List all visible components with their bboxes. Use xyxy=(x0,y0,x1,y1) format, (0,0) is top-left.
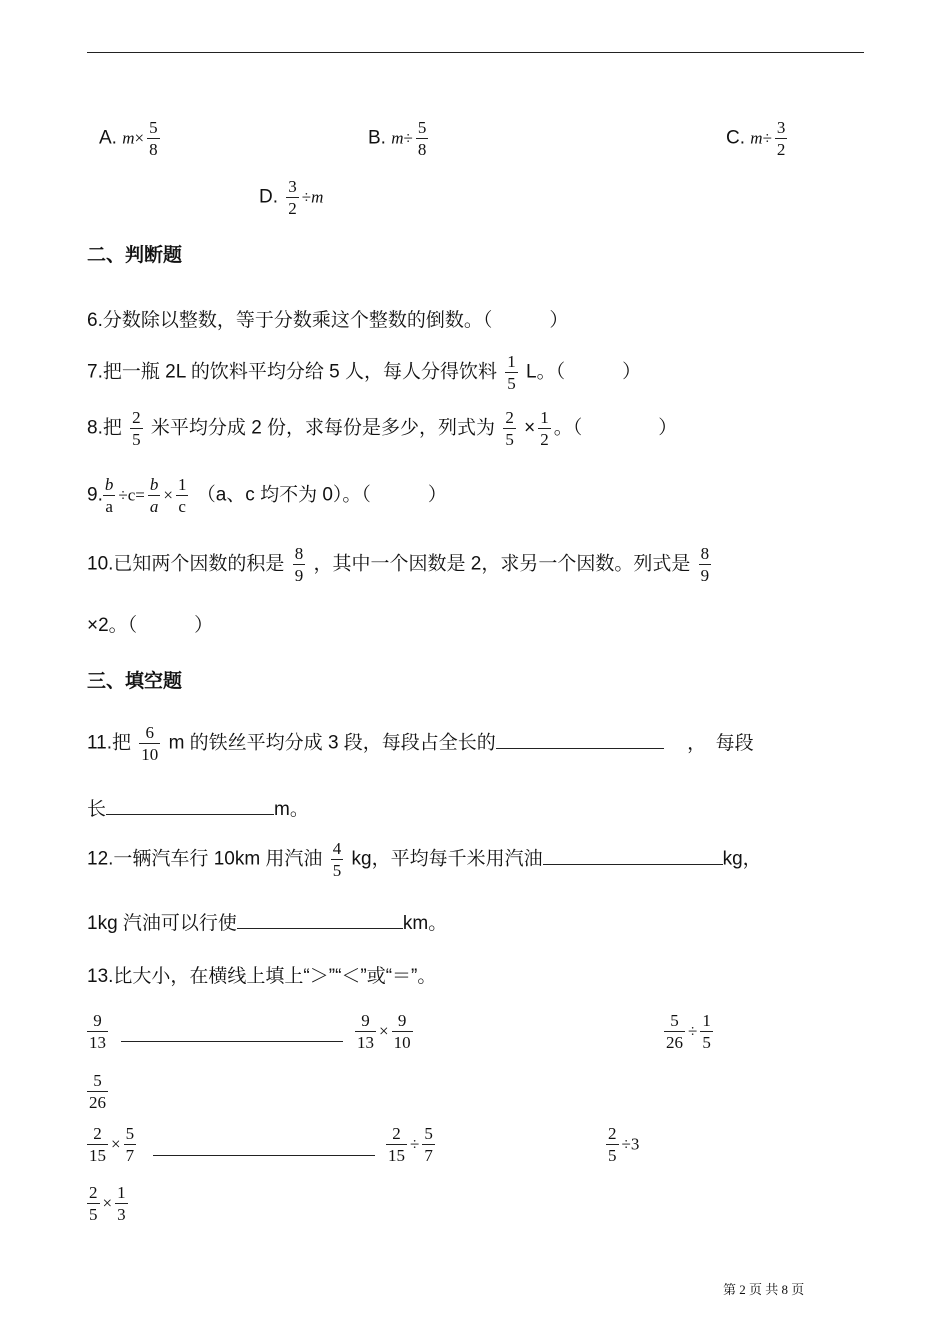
header-rule xyxy=(87,52,864,53)
fraction: $\frac{9}{13}$ xyxy=(89,1011,106,1052)
compare-2-right xyxy=(84,1071,111,1112)
question-6: 6.分数除以整数，等于分数乘这个整数的倒数。（ ） xyxy=(87,310,569,331)
fraction: $\frac{4}{5}$ xyxy=(332,839,342,880)
answer-blank-12b[interactable] xyxy=(237,908,403,929)
choice-d[interactable]: D. $\frac{3}{2}$ ÷m xyxy=(259,177,324,218)
question-11-line2: 长 m。 xyxy=(87,794,309,822)
fraction: $\frac{5}{8}$ xyxy=(149,118,158,159)
compare-3-left: $\frac{2}{15}$ × $\frac{5}{7}$ xyxy=(89,1124,135,1165)
fraction: $\frac{b}{a}$ xyxy=(149,475,159,516)
fraction: $\frac{1}{5}$ xyxy=(507,352,516,393)
section-title-fill-blank: 三、填空题 xyxy=(87,671,183,692)
fraction: $\frac{b}{a}$ xyxy=(104,475,114,516)
compare-4-left: $\frac{2}{5}$ ÷3 xyxy=(608,1124,640,1165)
question-12: 12.一辆汽车行 10km 用汽油 $\frac{4}{5}$ kg，平均每千米用汽油 kg， xyxy=(87,839,762,880)
fraction: $\frac{3}{2}$ xyxy=(288,177,297,218)
compare-1-right: $\frac{9}{13}$ × $\frac{9}{10}$ xyxy=(357,1011,411,1052)
fraction: $\frac{1}{3}$ xyxy=(117,1183,126,1224)
question-7: 7.把一瓶 2L 的饮料平均分给 5 人，每人分得饮料 $\frac{1}{5}$ L。（ ） xyxy=(87,352,642,393)
fraction: $\frac{5}{26}$ xyxy=(666,1011,683,1052)
question-8: 8.把 $\frac{2}{5}$ 米平均分成 2 份，求每份是多少，列式为 $\frac{2}{5}$ × $\frac{1}{2}$ 。（ ） xyxy=(87,408,678,449)
fraction: $\frac{1}{5}$ xyxy=(702,1011,711,1052)
compare-1-answer-line[interactable] xyxy=(121,1041,343,1042)
compare-3-answer-line[interactable] xyxy=(153,1155,375,1156)
question-13: 13.比大小，在横线上填上“＞”“＜”或“＝”。 xyxy=(87,966,437,987)
question-12-line2: 1kg 汽油可以行使 km。 xyxy=(87,908,447,936)
answer-blank-12a[interactable] xyxy=(543,844,723,865)
answer-blank-11a[interactable] xyxy=(496,728,664,749)
answer-blank-11b[interactable] xyxy=(106,794,274,815)
fraction: $\frac{5}{8}$ xyxy=(417,118,427,159)
compare-1-left xyxy=(84,1011,111,1052)
fraction: $\frac{2}{5}$ xyxy=(132,408,141,449)
fraction: $\frac{9}{13}$ xyxy=(357,1011,374,1052)
choice-c[interactable]: C. m÷ $\frac{3}{2}$ xyxy=(726,118,786,159)
question-10: 10.已知两个因数的积是 $\frac{8}{9}$ ，其中一个因数是 2，求另一个因数。列式是 $\frac{8}{9}$ xyxy=(87,544,710,585)
fraction: $\frac{5}{7}$ xyxy=(424,1124,433,1165)
fraction: $\frac{1}{c}$ xyxy=(177,475,187,516)
fraction: $\frac{1}{2}$ xyxy=(540,408,549,449)
fraction: $\frac{2}{15}$ xyxy=(388,1124,405,1165)
fraction: $\frac{6}{10}$ xyxy=(141,723,159,764)
fraction: $\frac{3}{2}$ xyxy=(776,118,786,159)
compare-4-right: $\frac{2}{5}$ × $\frac{1}{3}$ xyxy=(89,1183,126,1224)
fraction: $\frac{2}{5}$ xyxy=(505,408,514,449)
compare-2-left: $\frac{5}{26}$ ÷ $\frac{1}{5}$ xyxy=(666,1011,711,1052)
fraction: $\frac{5}{26}$ xyxy=(89,1071,106,1112)
page-footer: 第 2 页 共 8 页 xyxy=(723,1282,805,1297)
compare-3-right: $\frac{2}{15}$ ÷ $\frac{5}{7}$ xyxy=(388,1124,433,1165)
question-10-line2: ×2。（ ） xyxy=(87,615,214,636)
fraction: $\frac{5}{7}$ xyxy=(125,1124,135,1165)
fraction: $\frac{8}{9}$ xyxy=(700,544,710,585)
question-9: 9. $\frac{b}{a}$ ÷c= $\frac{b}{a}$ × $\frac{1}{c}$ （a、c 均不为 0）。（ ） xyxy=(87,475,447,516)
fraction: $\frac{9}{10}$ xyxy=(393,1011,411,1052)
choice-b[interactable]: B. m÷ $\frac{5}{8}$ xyxy=(368,118,427,159)
question-11: 11.把 $\frac{6}{10}$ m 的铁丝平均分成 3 段，每段占全长的 ， 每段 xyxy=(87,723,754,764)
fraction: $\frac{2}{5}$ xyxy=(608,1124,617,1165)
fraction: $\frac{2}{15}$ xyxy=(89,1124,106,1165)
fraction: $\frac{8}{9}$ xyxy=(294,544,304,585)
section-title-judgement: 二、判断题 xyxy=(87,245,183,266)
fraction: $\frac{2}{5}$ xyxy=(89,1183,98,1224)
choice-a[interactable]: A. m× $\frac{5}{8}$ xyxy=(99,118,158,159)
